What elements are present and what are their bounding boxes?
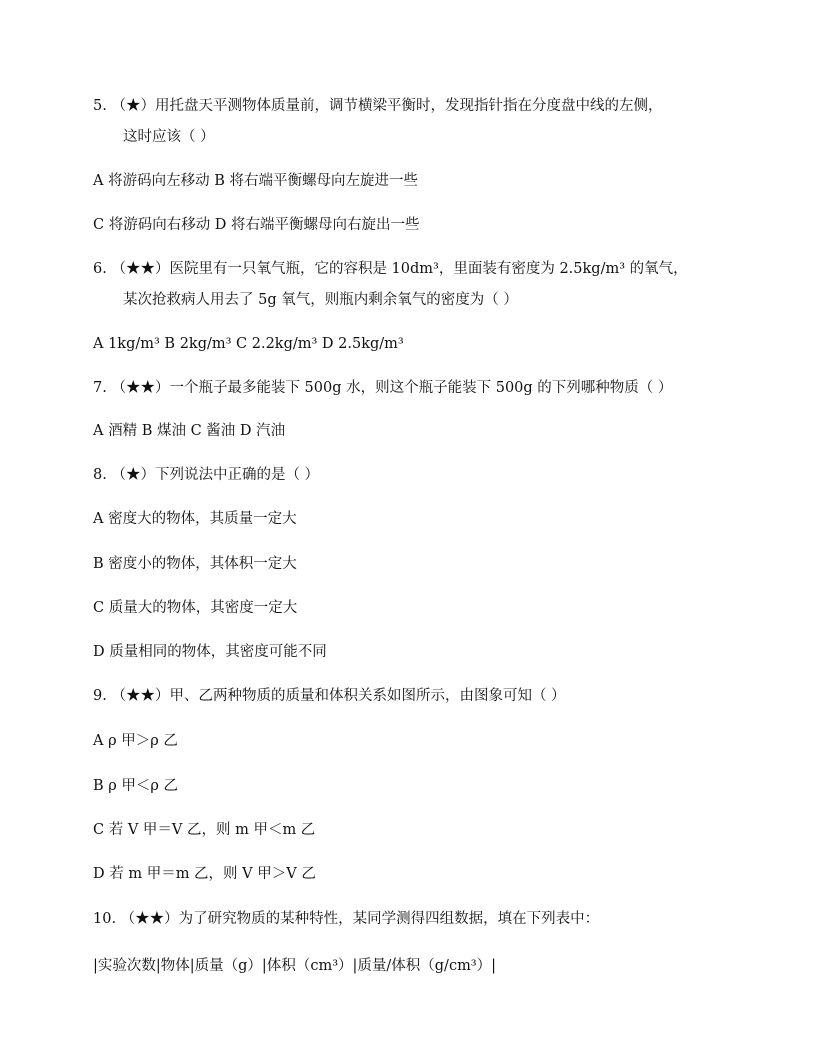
q10-table-header: |实验次数|物体|质量（g）|体积（cm³）|质量/体积（g/cm³）| bbox=[93, 958, 497, 974]
q8-option-b: B 密度小的物体，其体积一定大 bbox=[93, 556, 297, 572]
q5-stem-line2: 这时应该（ ） bbox=[123, 129, 215, 145]
q5-stem-line1: 5. （★）用托盘天平测物体质量前，调节横梁平衡时，发现指针指在分度盘中线的左侧， bbox=[93, 98, 663, 114]
q6-stem-line1: 6. （★★）医院里有一只氧气瓶，它的容积是 10dm³，里面装有密度为 2.5kg/m³ 的氧气， bbox=[93, 261, 688, 277]
q9-option-d: D 若 m 甲＝m 乙，则 V 甲＞V 乙 bbox=[93, 866, 316, 882]
q5-options-line2: C 将游码向右移动 D 将右端平衡螺母向右旋出一些 bbox=[93, 217, 420, 233]
q6-options: A 1kg/m³ B 2kg/m³ C 2.2kg/m³ D 2.5kg/m³ bbox=[93, 336, 404, 352]
q9-option-c: C 若 V 甲＝V 乙，则 m 甲＜m 乙 bbox=[93, 822, 316, 838]
q6-stem-line2: 某次抢救病人用去了 5g 氧气，则瓶内剩余氧气的密度为（ ） bbox=[123, 292, 518, 308]
q8-stem: 8. （★）下列说法中正确的是（ ） bbox=[93, 467, 320, 483]
q9-option-a: A ρ 甲＞ρ 乙 bbox=[93, 733, 178, 749]
q8-option-d: D 质量相同的物体，其密度可能不同 bbox=[93, 644, 327, 660]
q9-stem: 9. （★★）甲、乙两种物质的质量和体积关系如图所示，由图象可知（ ） bbox=[93, 688, 566, 704]
q8-option-c: C 质量大的物体，其密度一定大 bbox=[93, 600, 298, 616]
q7-stem: 7. （★★）一个瓶子最多能装下 500g 水，则这个瓶子能装下 500g 的下列哪种物质（ ） bbox=[93, 380, 673, 396]
q8-option-a: A 密度大的物体，其质量一定大 bbox=[93, 511, 297, 527]
q7-options: A 酒精 B 煤油 C 酱油 D 汽油 bbox=[93, 423, 286, 439]
q5-options-line1: A 将游码向左移动 B 将右端平衡螺母向左旋进一些 bbox=[93, 173, 418, 189]
q9-option-b: B ρ 甲＜ρ 乙 bbox=[93, 778, 179, 794]
q10-stem: 10. （★★）为了研究物质的某种特性，某同学测得四组数据，填在下列表中： bbox=[93, 911, 600, 927]
